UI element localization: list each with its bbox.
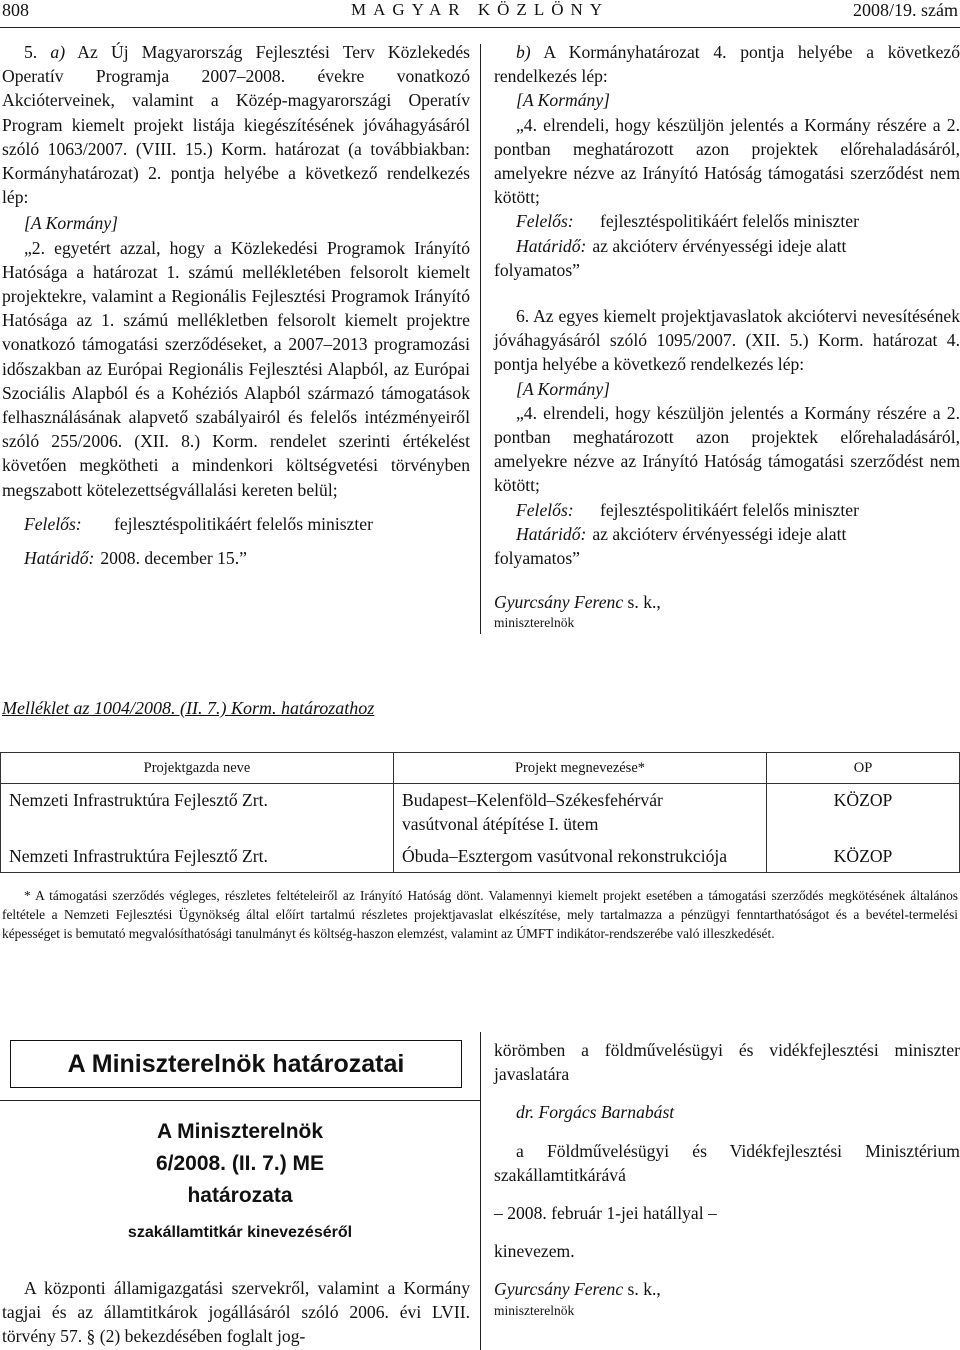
right-column [494,40,960,632]
quoted-provision: „4. elrendeli, hogy készüljön jelentés a Kormány részére a 2. pontban meghatározott azon projektek előrehaladásáról, amelyekre nézve az Irányító Hatóság támogatási szerződést nem kötött; [494,114,960,208]
decision-issuer: A Miniszterelnök [156,1120,324,1143]
decision-subject: szakállamtitkár kinevezéséről [127,1224,353,1241]
annex-title: Melléklet az 1004/2008. (II. 7.) Korm. határozathoz [2,698,375,718]
felelos-label: Felelős: [516,499,574,520]
appointment-position: a Földművelésügyi és Vidékfejlesztési Minisztérium szakállamtitkárává [494,1140,960,1185]
signer-name: Gyurcsány Ferenc [494,592,624,613]
hatarido-label: Határidő: [516,523,587,544]
running-header [0,0,960,26]
footnote [2,886,958,943]
decision-preamble-cont: körömben a földművelésügyi és vidékfejlesztési miniszter javaslatára [494,1040,960,1085]
felelos-line [494,498,960,522]
hatarido-value: 2008. december 15.” [100,548,247,569]
signature [494,1277,960,1301]
table-cell: Budapest–Kelenföld–Székesfehérvár vasútvonal átépítése I. ütem [394,784,767,841]
hatarido-value: az akcióterv érvényességi ideje alatt [592,523,847,544]
column-header: Projektgazda neve [1,753,394,784]
hatarido-line [494,522,960,546]
decision-number: 6/2008. (II. 7.) ME [155,1152,325,1175]
point-6-text: 6. Az egyes kiemelt projektjavaslatok akciótervi nevesítésének jóváhagyásáról szóló 1095/2007. (XII. 5.) Korm. határozat 4. pontja helyébe a következő rendelkezés lép: [494,306,960,375]
footnote-text: * A támogatási szerződés végleges, részletes feltételeiről az Irányító Hatóság dönt. Valamennyi kiemelt projekt esetében a támogatási szerződés megkötésének általános feltétele a Nemzeti Fejlesztési Ügynökség által előírt tartalmú részletes projektjavaslat elkészítése, mely tartalmazza a pénzügyi fenntarthatóságot és a bevétel-termelési képességet is bemutató megvalósíthatósági tanulmányt és költség-haszon elemzést, valamint az ÚMFT indikátor-rendszerébe való illeszkedését. [2,888,958,941]
column-divider [480,44,481,634]
table-header-row [1,753,960,784]
page-number: 808 [2,0,29,20]
hatarido-line [494,234,960,258]
section-rule [0,1100,480,1101]
table-cell: KÖZOP [767,784,960,841]
signer-name: Gyurcsány Ferenc [494,1279,624,1300]
appointee-name: dr. Forgács Barnabást [516,1102,675,1123]
table-cell: Nemzeti Infrastruktúra Fejlesztő Zrt. [1,784,394,841]
point-b-body: A Kormányhatározat 4. pontja helyébe a következő rendelkezés lép: [494,42,960,87]
hatarido-value: az akcióterv érvényességi ideje alatt [592,235,847,256]
issue-number: 2008/19. szám [853,0,958,20]
decision-type: határozata [187,1184,293,1207]
point-b-label: b) [516,42,531,62]
felelos-label: Felelős: [24,513,82,534]
table-cell: KÖZOP [767,840,960,873]
decision-body-right [494,1038,960,1320]
column-header: Projekt megnevezése* [394,753,767,784]
table-cell: Óbuda–Esztergom vasútvonal rekonstrukciója [394,840,767,873]
column-divider [480,1032,481,1350]
felelos-value: fejlesztéspolitikáért felelős miniszter [600,499,859,520]
hatarido-label: Határidő: [516,235,587,256]
kormany-bracket: [A Kormány] [516,90,611,111]
signature [494,590,960,614]
felelos-value: fejlesztéspolitikáért felelős miniszter [600,211,859,232]
point-5-number: 5. [24,42,38,62]
header-rule [0,27,960,28]
table-cell: Nemzeti Infrastruktúra Fejlesztő Zrt. [1,840,394,873]
point-5-text [2,40,470,209]
quoted-provision: „2. egyetért azzal, hogy a Közlekedési Programok Irányító Hatósága a határozat 1. számú mellékletében felsorolt kiemelt projektekre, valamint a Regionális Fejlesztési Programok Irányító Hatósága az 1. számú mellékletben felsorolt kiemelt projektre vonatkozó támogatási szerződéseket, a 2007–2013 programozási időszakban az Európai Regionális Fejlesztési Alapból, az Európai Szociális Alapból és a Kohéziós Alapból származó támogatások felhasználásának alapvető szabályairól és felelős intézményeiről szóló 255/2006. (XII. 8.) Korm. rendelet szerinti értékelést követően megkötheti a mindenkori költségvetési törvényben megszabott kötelezettségvállalási kereten belül; [2,237,470,500]
quoted-provision: „4. elrendeli, hogy készüljön jelentés a Kormány részére a 2. pontban meghatározott azon projektek előrehaladásáról, amelyekre nézve az Irányító Hatóság támogatási szerződést nem kötött; [494,402,960,496]
left-column [2,40,470,570]
felelos-value: fejlesztéspolitikáért felelős miniszter [114,513,373,534]
signer-title: miniszterelnök [494,1302,575,1318]
folyamatos: folyamatos” [494,259,580,280]
felelos-line [494,209,960,233]
point-5-a-label: a) [50,42,66,62]
folyamatos: folyamatos” [494,548,580,569]
effective-date: – 2008. február 1-jei hatállyal – [494,1203,717,1224]
hatarido-label: Határidő: [24,548,95,569]
appointment-verb: kinevezem. [494,1241,575,1262]
decision-preamble: A központi államigazgatási szervekről, valamint a Kormány tagjai és az államtitkárok jogállásáról szóló 2006. évi LVII. törvény 57. § (2) bekezdésében foglalt jog- [2,1278,470,1347]
point-b-text [494,40,960,88]
annex-table [0,752,960,873]
column-header: OP [767,753,960,784]
signer-title: miniszterelnök [494,615,575,631]
table-row [1,784,960,841]
hatarido-line [2,546,470,570]
kormany-bracket: [A Kormány] [24,213,119,234]
felelos-line [2,512,470,536]
journal-title: MAGYAR KÖZLÖNY [350,0,610,19]
felelos-label: Felelős: [516,211,574,232]
decision-body-left [2,1276,470,1349]
point-5-body: Az Új Magyarország Fejlesztési Terv Közlekedés Operatív Programja 2007–2008. évekre vonatkozó Akcióterveinek, valamint a Közép-magyarországi Operatív Program kiemelt projekt listája kiegészítésének jóváhagyásáról szóló 1063/2007. (VIII. 15.) Korm. határozat (a továbbiakban: Kormányhatározat) 2. pontja helyébe a következő rendelkezés lép: [2,42,471,208]
signer-sk: s. k., [627,592,661,613]
kormany-bracket: [A Kormány] [516,378,611,399]
section-heading-box: A Miniszterelnök határozatai [10,1040,462,1088]
table-row [1,840,960,873]
signer-sk: s. k., [627,1279,661,1300]
